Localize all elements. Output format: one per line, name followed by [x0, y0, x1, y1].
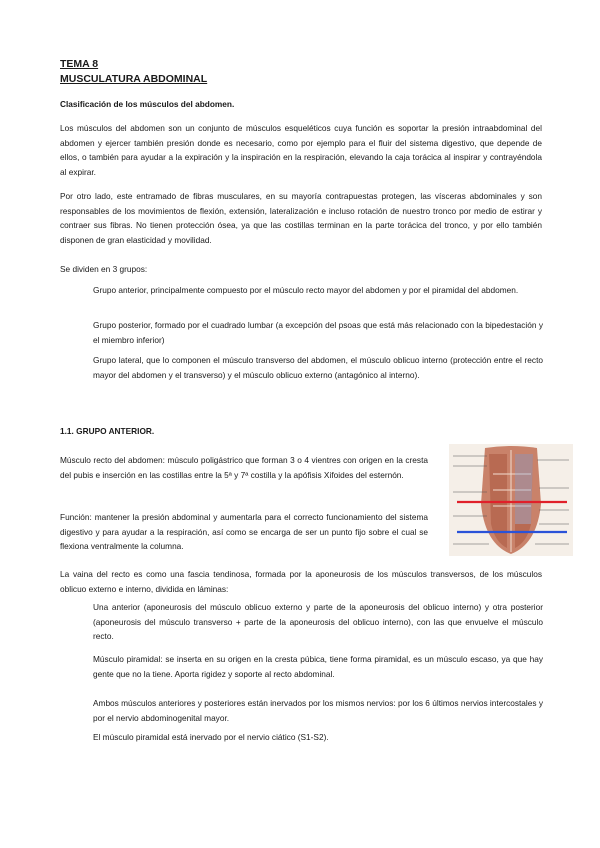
group-anterior: Grupo anterior, principalmente compuesto por el músculo recto mayor del abdomen y por el piramidal del abdomen. [93, 285, 519, 295]
funcion-paragraph: Función: mantener la presión abdominal y aumentarla para el correcto funcionamiento del sistema digestivo y para ayudar a la respiración, así como se encarga de ser un punto fijo sobre el cual se flexiona ventralmente la columna. [60, 512, 428, 551]
page-title: MUSCULATURA ABDOMINAL [60, 73, 208, 85]
group-lateral: Grupo lateral, que lo componen el músculo transverso del abdomen, el músculo oblicuo interno (protección entre el recto mayor del abdomen y el transverso) y el músculo oblicuo externo (antagónico al interno). [93, 355, 543, 380]
groups-intro: Se dividen en 3 grupos: [60, 264, 148, 274]
sheath-overlay [515, 454, 533, 524]
intro-paragraph-1: Los músculos del abdomen son un conjunto de músculos esqueléticos cuya función es soportar la presión intraabdominal del abdomen y ejercer también presión donde es necesario, como por ejemplo para el fluir del sistema digestivo, que depende de ellos, o también para ayudar a la expiración y la inspiración en la respiración, elevando la caja torácica al inspirar y contrayéndola al expirar. [60, 123, 542, 177]
section-heading: 1.1. GRUPO ANTERIOR. [60, 426, 155, 436]
piramidal-inervacion-paragraph: El músculo piramidal está inervado por el nervio ciático (S1-S2). [93, 732, 329, 742]
laminas-paragraph: Una anterior (aponeurosis del músculo oblicuo externo y parte de la aponeurosis del oblicuo interno) y otra posterior (aponeurosis del músculo transverso + parte de la aponeurosis del oblicuo interno), con las que envuelve el músculo recto. [93, 602, 543, 641]
vaina-paragraph: La vaina del recto es como una fascia tendinosa, formada por la aponeurosis de los músculos transversos, de los músculos oblicuo externo e interno, dividida en láminas: [60, 569, 542, 594]
intro-paragraph-2: Por otro lado, este entramado de fibras musculares, en su mayoría contrapuestas protegen, las vísceras abdominales y son responsables de los movimientos de flexión, extensión, lateralización e incluso rotación de nuestro tronco por medio de estirar y contraer sus fibras. No tienen protección ósea, ya que las costillas terminan en la parte torácica del tronco, y por ello también disponen de gran elasticidad y movilidad. [60, 191, 542, 245]
tema-label: TEMA 8 [60, 58, 99, 70]
inervacion-paragraph: Ambos músculos anteriores y posteriores están inervados por los mismos nervios: por los 6 últimos nervios intercostales y por el nervio abdominogenital mayor. [93, 698, 543, 723]
group-posterior: Grupo posterior, formado por el cuadrado lumbar (a excepción del psoas que está más relacionado con la bipedestación y el miembro inferior) [93, 320, 543, 345]
piramidal-paragraph: Músculo piramidal: se inserta en su origen en la cresta púbica, tiene forma piramidal, es un músculo escaso, ya que hay gente que no la tiene. Aporta rigidez y soporte al recto abdominal. [93, 654, 543, 679]
recto-paragraph: Músculo recto del abdomen: músculo poligástrico que forman 3 o 4 vientres con origen en la cresta del pubis e inserción en las costillas entre la 5ª y 7ª costilla y la apófisis Xifoides del esternón. [60, 455, 428, 480]
classification-heading: Clasificación de los músculos del abdomen. [60, 99, 235, 109]
abdominal-muscles-figure [449, 444, 573, 556]
